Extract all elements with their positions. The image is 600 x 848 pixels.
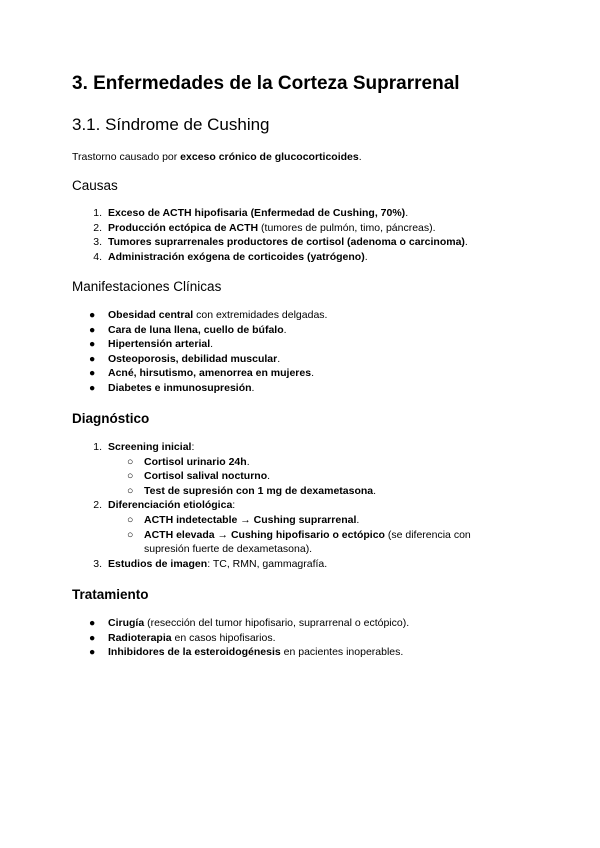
circle-bullet-icon: ○	[127, 528, 134, 541]
list-item: 1. Screening inicial: ○ Cortisol urinario 24h. ○ Cortisol salival nocturno. ○ Test de supresión con 1 mg de dexametasona.	[0, 440, 494, 498]
causas-heading: Causas	[72, 178, 118, 193]
bullet-icon: ●	[89, 323, 96, 336]
page-title: 3. Enfermedades de la Corteza Suprarrenal	[72, 73, 460, 94]
sub-list-item: ○ ACTH indetectable → Cushing suprarrenal.	[127, 513, 360, 526]
diagnostico-heading: Diagnóstico	[72, 411, 150, 426]
sub-list	[0, 513, 494, 557]
circle-bullet-icon: ○	[127, 513, 134, 526]
list-item: 4. Administración exógena de corticoides (yatrógeno).	[93, 250, 368, 263]
list-item: 3. Tumores suprarrenales productores de cortisol (adenoma o carcinoma).	[93, 236, 468, 249]
list-item: ● Obesidad central con extremidades delgadas.	[89, 309, 328, 321]
circle-bullet-icon: ○	[127, 484, 134, 497]
bullet-icon: ●	[89, 631, 96, 644]
sub-list	[0, 455, 494, 499]
circle-bullet-icon: ○	[127, 470, 134, 483]
bullet-icon: ●	[89, 338, 96, 351]
causas-list	[0, 206, 468, 264]
bullet-icon: ●	[89, 309, 96, 321]
list-item: ● Inhibidores de la esteroidogénesis en pacientes inoperables.	[89, 646, 404, 659]
circle-bullet-icon: ○	[127, 455, 134, 468]
list-item: ● Cirugía (resección del tumor hipofisario, suprarrenal o ectópico).	[89, 617, 410, 629]
list-item: 1. Exceso de ACTH hipofisaria (Enfermedad de Cushing, 70%).	[93, 207, 409, 219]
list-item: ● Hipertensión arterial.	[89, 338, 214, 351]
manifestaciones-list	[0, 308, 327, 396]
sub-list-item: ○ Cortisol salival nocturno.	[127, 470, 271, 483]
bullet-icon: ●	[89, 367, 96, 380]
list-item: ● Acné, hirsutismo, amenorrea en mujeres.	[89, 367, 314, 380]
section-title: 3.1. Síndrome de Cushing	[72, 115, 270, 134]
sub-list-item: ○ ACTH elevada → Cushing hipofisario o ectópico (se diferencia con supresión fuerte de dexametasona).	[127, 528, 471, 556]
list-item: 2. Diferenciación etiológica: ○ ACTH indetectable → Cushing suprarrenal. ○ ACTH elevada → Cushing hipofisario o ectópico (se diferencia con supresión fuerte de dexametasona).	[0, 498, 494, 556]
list-item: ● Diabetes e inmunosupresión.	[89, 381, 255, 394]
bullet-icon: ●	[89, 617, 96, 629]
tratamiento-heading: Tratamiento	[72, 587, 149, 602]
list-item: 3. Estudios de imagen: TC, RMN, gammagrafía.	[93, 557, 328, 570]
diagnostico-list	[0, 440, 494, 571]
intro-paragraph: Trastorno causado por exceso crónico de glucocorticoides.	[72, 151, 362, 163]
list-item: 2. Producción ectópica de ACTH (tumores de pulmón, timo, páncreas).	[93, 221, 436, 234]
bullet-icon: ●	[89, 352, 96, 365]
manifestaciones-heading: Manifestaciones Clínicas	[72, 279, 222, 294]
sub-list-item: ○ Test de supresión con 1 mg de dexametasona.	[127, 484, 377, 497]
list-item: ● Cara de luna llena, cuello de búfalo.	[89, 323, 287, 336]
list-item: ● Radioterapia en casos hipofisarios.	[89, 631, 276, 644]
tratamiento-list	[0, 616, 409, 660]
bullet-icon: ●	[89, 646, 96, 659]
list-item: ● Osteoporosis, debilidad muscular.	[89, 352, 281, 365]
sub-list-item: ○ Cortisol urinario 24h.	[127, 455, 250, 468]
bullet-icon: ●	[89, 381, 96, 394]
